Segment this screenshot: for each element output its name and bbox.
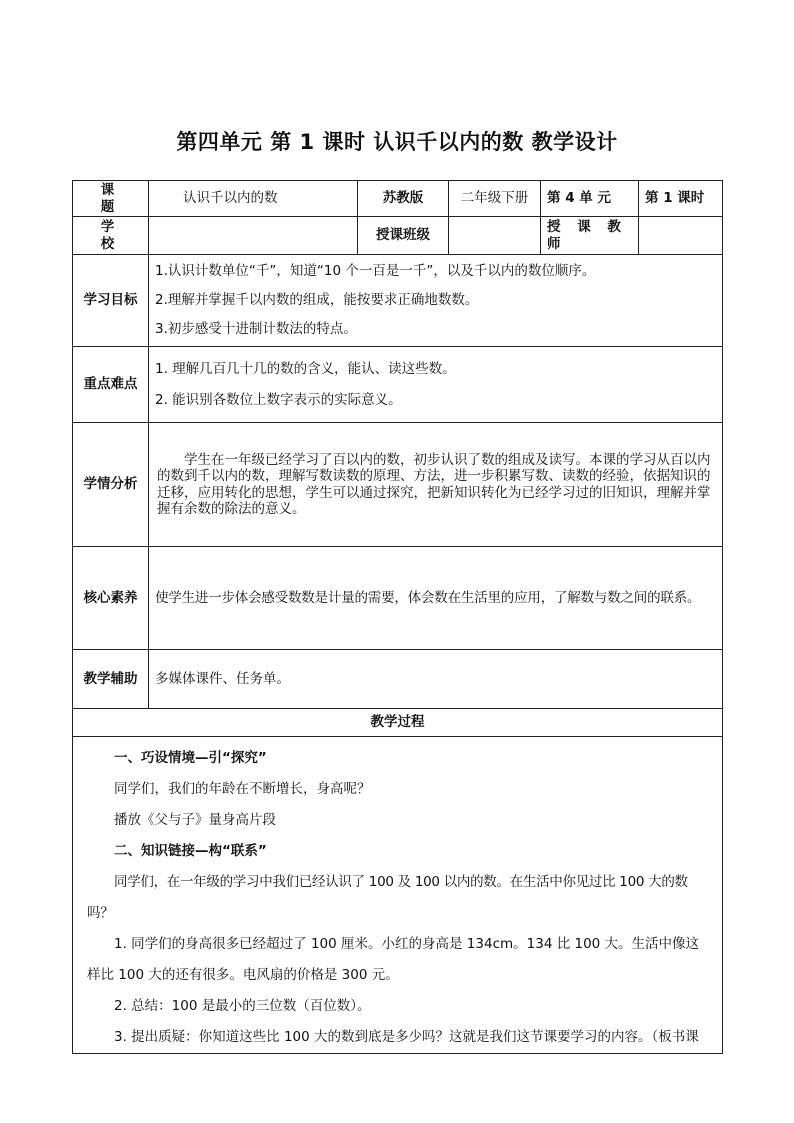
analysis-text: 学生在一年级已经学习了百以内的数，初步认识了数的组成及读写。本课的学习从百以内的数到千以内的数，理解写数读数的原理、方法，进一步积累写数、读数的经验，依据知识的迁移，应用转化的思想，学生可以通过探究，把新知识转化为已经学习过的旧知识，理解并掌握有余数的除法的意义。 [149, 423, 723, 547]
process-line: 2. 总结：100 是最小的三位数（百位数）。 [114, 998, 371, 1014]
aids-label: 教学辅助 [73, 650, 149, 709]
topic-value: 认识千以内的数 [149, 181, 358, 217]
document-title: 第四单元 第 1 课时 认识千以内的数 教学设计 [176, 130, 618, 154]
goals-content [149, 255, 723, 347]
school-label: 学 校 [73, 217, 149, 255]
process-header-row [73, 709, 723, 737]
topic-label: 课 题 [73, 181, 149, 217]
class-label: 授课班级 [358, 217, 449, 255]
process-line: 同学们，在一年级的学习中我们已经认识了 100 及 100 以内的数。在生活中你见过比 100 大的数吗？ [87, 874, 688, 921]
school-row [73, 217, 723, 255]
process-header: 教学过程 [73, 709, 723, 737]
unit: 第 4 单 元 [541, 181, 639, 217]
goal-item: 1.认识计数单位“千”，知道“10 个一百是一千”，以及千以内的数位顺序。 [155, 263, 596, 279]
goal-item: 2.理解并掌握千以内数的组成，能按要求正确地数数。 [155, 292, 479, 308]
keypoints-content [149, 347, 723, 423]
aids-row [73, 650, 723, 709]
teacher-value [639, 217, 723, 255]
lesson-plan-table [72, 180, 723, 1054]
section-heading: 一、巧设情境—引“探究” [114, 750, 267, 766]
process-row [73, 737, 723, 1054]
process-content [73, 737, 723, 1054]
core-text: 使学生进一步体会感受数数是计量的需要，体会数在生活里的应用，了解数与数之间的联系。 [149, 547, 723, 650]
topic-row [73, 181, 723, 217]
keypoint-item: 1. 理解几百几十几的数的含义，能认、读这些数。 [155, 360, 456, 377]
analysis-label: 学情分析 [73, 423, 149, 547]
grade: 二年级下册 [449, 181, 541, 217]
keypoints-label: 重点难点 [73, 347, 149, 423]
goals-row [73, 255, 723, 347]
goal-item: 3.初步感受十进制计数法的特点。 [155, 321, 357, 337]
class-value [449, 217, 541, 255]
publisher: 苏教版 [358, 181, 449, 217]
lesson-number: 第 1 课时 [639, 181, 723, 217]
process-line: 播放《父与子》量身高片段 [114, 812, 276, 828]
keypoint-item: 2. 能识别各数位上数字表示的实际意义。 [155, 391, 402, 408]
keypoints-row [73, 347, 723, 423]
teacher-label: 授 课 教 师 [541, 217, 639, 255]
core-label: 核心素养 [73, 547, 149, 650]
analysis-row [73, 423, 723, 547]
process-line: 同学们，我们的年龄在不断增长，身高呢？ [114, 781, 371, 797]
school-value [149, 217, 358, 255]
aids-text: 多媒体课件、任务单。 [149, 650, 723, 709]
process-line: 1. 同学们的身高很多已经超过了 100 厘米。小红的身高是 134cm。134 比 100 大。生活中像这样比 100 大的还有很多。电风扇的价格是 300 元。 [87, 936, 700, 983]
goals-label: 学习目标 [73, 255, 149, 347]
core-row [73, 547, 723, 650]
section-heading: 二、知识链接—构“联系” [114, 843, 267, 859]
process-line: 3. 提出质疑：你知道这些比 100 大的数到底是多少吗？这就是我们这节课要学习的内容。（板书课 [114, 1029, 699, 1045]
